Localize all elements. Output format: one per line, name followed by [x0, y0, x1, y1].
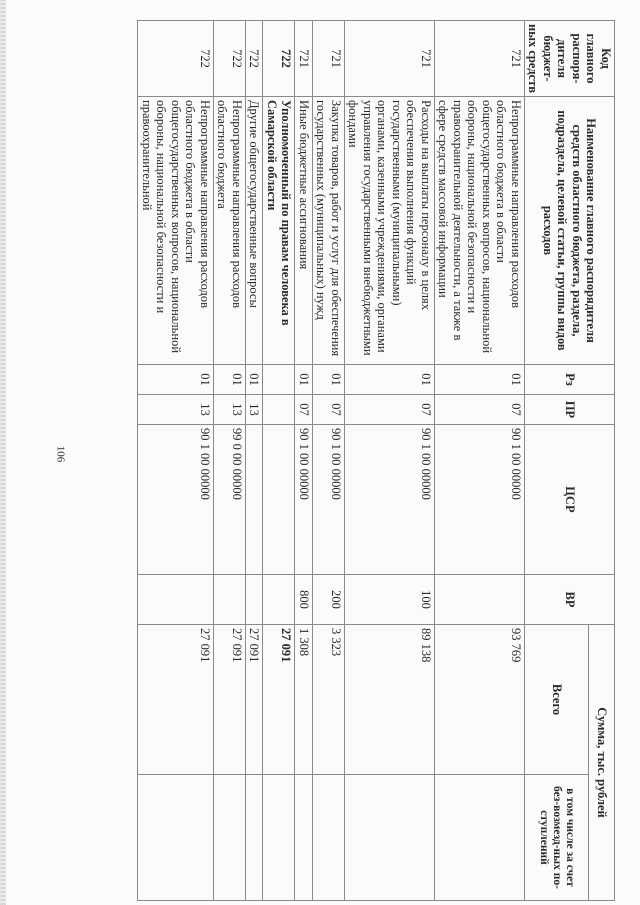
- row-csr: 90 1 00 00000: [138, 425, 214, 575]
- row-gratuitous: [246, 775, 264, 901]
- row-code: 722: [138, 21, 214, 97]
- row-pr: [263, 395, 295, 425]
- row-rz: 01: [435, 365, 525, 395]
- row-total: 27 091: [246, 625, 264, 775]
- budget-table: [138, 20, 616, 901]
- row-rz: 01: [246, 365, 264, 395]
- row-pr: 13: [214, 395, 246, 425]
- row-pr: 07: [295, 395, 313, 425]
- row-rz: 01: [313, 365, 345, 395]
- row-name: Непрограммные направления расходов областного бюджета в области общегосударственных вопросов, национальной обороны, национальной безопасности и правоохранительной: [138, 97, 214, 365]
- row-rz: 01: [345, 365, 435, 395]
- col-header-csr: ЦСР: [525, 425, 615, 575]
- col-header-name: Наименование главного распорядителя средств областного бюджета, раздела, подраздела, целевой статьи, группы видов расходов: [525, 97, 615, 365]
- row-code: 721: [295, 21, 313, 97]
- row-rz: 01: [214, 365, 246, 395]
- row-vr: [435, 575, 525, 625]
- row-rz: [263, 365, 295, 395]
- row-vr: [246, 575, 264, 625]
- row-rz: 01: [138, 365, 214, 395]
- row-gratuitous: [295, 775, 313, 901]
- page-number: 106: [54, 445, 67, 463]
- row-name: Непрограммные направления расходов областного бюджета в области общегосударственных вопросов, национальной обороны, национальной безопасности и правоохранительной деятельности, а также в сфере средств массовой информации: [435, 97, 525, 365]
- row-gratuitous: [313, 775, 345, 901]
- col-header-sum: Сумма, тыс. рублей: [588, 625, 614, 901]
- row-vr: 100: [345, 575, 435, 625]
- row-total: 27 091: [138, 625, 214, 775]
- row-name: Непрограммные направления расходов областного бюджета: [214, 97, 246, 365]
- table-row: [313, 21, 345, 901]
- row-name: Уполномоченный по правам человека в Самарской области: [263, 97, 295, 365]
- row-total: 93 769: [435, 625, 525, 775]
- row-gratuitous: [435, 775, 525, 901]
- table-row: [246, 21, 264, 901]
- row-vr: 800: [295, 575, 313, 625]
- row-code: 722: [246, 21, 264, 97]
- row-code: 722: [263, 21, 295, 97]
- col-header-total: Всего: [525, 625, 589, 775]
- table-row: [263, 21, 295, 901]
- row-csr: 90 1 00 00000: [435, 425, 525, 575]
- table-row: [138, 21, 214, 901]
- row-csr: 90 1 00 00000: [295, 425, 313, 575]
- row-code: 721: [435, 21, 525, 97]
- row-total: 27 091: [214, 625, 246, 775]
- row-name: Иные бюджетные ассигнования: [295, 97, 313, 365]
- row-vr: [214, 575, 246, 625]
- row-pr: 13: [246, 395, 264, 425]
- table-row: [214, 21, 246, 901]
- row-code: 721: [313, 21, 345, 97]
- row-gratuitous: [214, 775, 246, 901]
- row-total: 1 308: [295, 625, 313, 775]
- row-gratuitous: [345, 775, 435, 901]
- row-csr: 90 1 00 00000: [313, 425, 345, 575]
- row-csr: 99 0 00 00000: [214, 425, 246, 575]
- row-pr: 13: [138, 395, 214, 425]
- row-total: 3 323: [313, 625, 345, 775]
- row-total: 89 138: [345, 625, 435, 775]
- row-name: Закупка товаров, работ и услуг для обеспечения государственных (муниципальных) нужд: [313, 97, 345, 365]
- row-vr: [263, 575, 295, 625]
- col-header-rz: Рз: [525, 365, 615, 395]
- row-csr: [263, 425, 295, 575]
- col-header-vr: ВР: [525, 575, 615, 625]
- scan-edge: [0, 0, 6, 905]
- row-code: 722: [214, 21, 246, 97]
- rotated-page: [35, 20, 615, 900]
- col-header-gratuitous: в том числе за счет без-возмезд-ных по-ступлений: [525, 775, 589, 901]
- col-header-pr: ПР: [525, 395, 615, 425]
- row-vr: [138, 575, 214, 625]
- row-gratuitous: [138, 775, 214, 901]
- row-name: Расходы на выплаты персоналу в целях обеспечения выполнения функций государственными (муниципальными) органами, казенными учреждениями, органами управления государственными внебюджетными фондами: [345, 97, 435, 365]
- table-row: [295, 21, 313, 901]
- row-code: 721: [345, 21, 435, 97]
- table-row: [345, 21, 435, 901]
- table-row: [435, 21, 525, 901]
- row-csr: 90 1 00 00000: [345, 425, 435, 575]
- row-csr: [246, 425, 264, 575]
- row-name: Другие общегосударственные вопросы: [246, 97, 264, 365]
- row-rz: 01: [295, 365, 313, 395]
- col-header-code: Код главного распоря-дителя бюджет-ных средств: [525, 21, 615, 97]
- row-pr: 07: [313, 395, 345, 425]
- row-pr: 07: [345, 395, 435, 425]
- row-gratuitous: [263, 775, 295, 901]
- row-total: 27 091: [263, 625, 295, 775]
- row-vr: 200: [313, 575, 345, 625]
- row-pr: 07: [435, 395, 525, 425]
